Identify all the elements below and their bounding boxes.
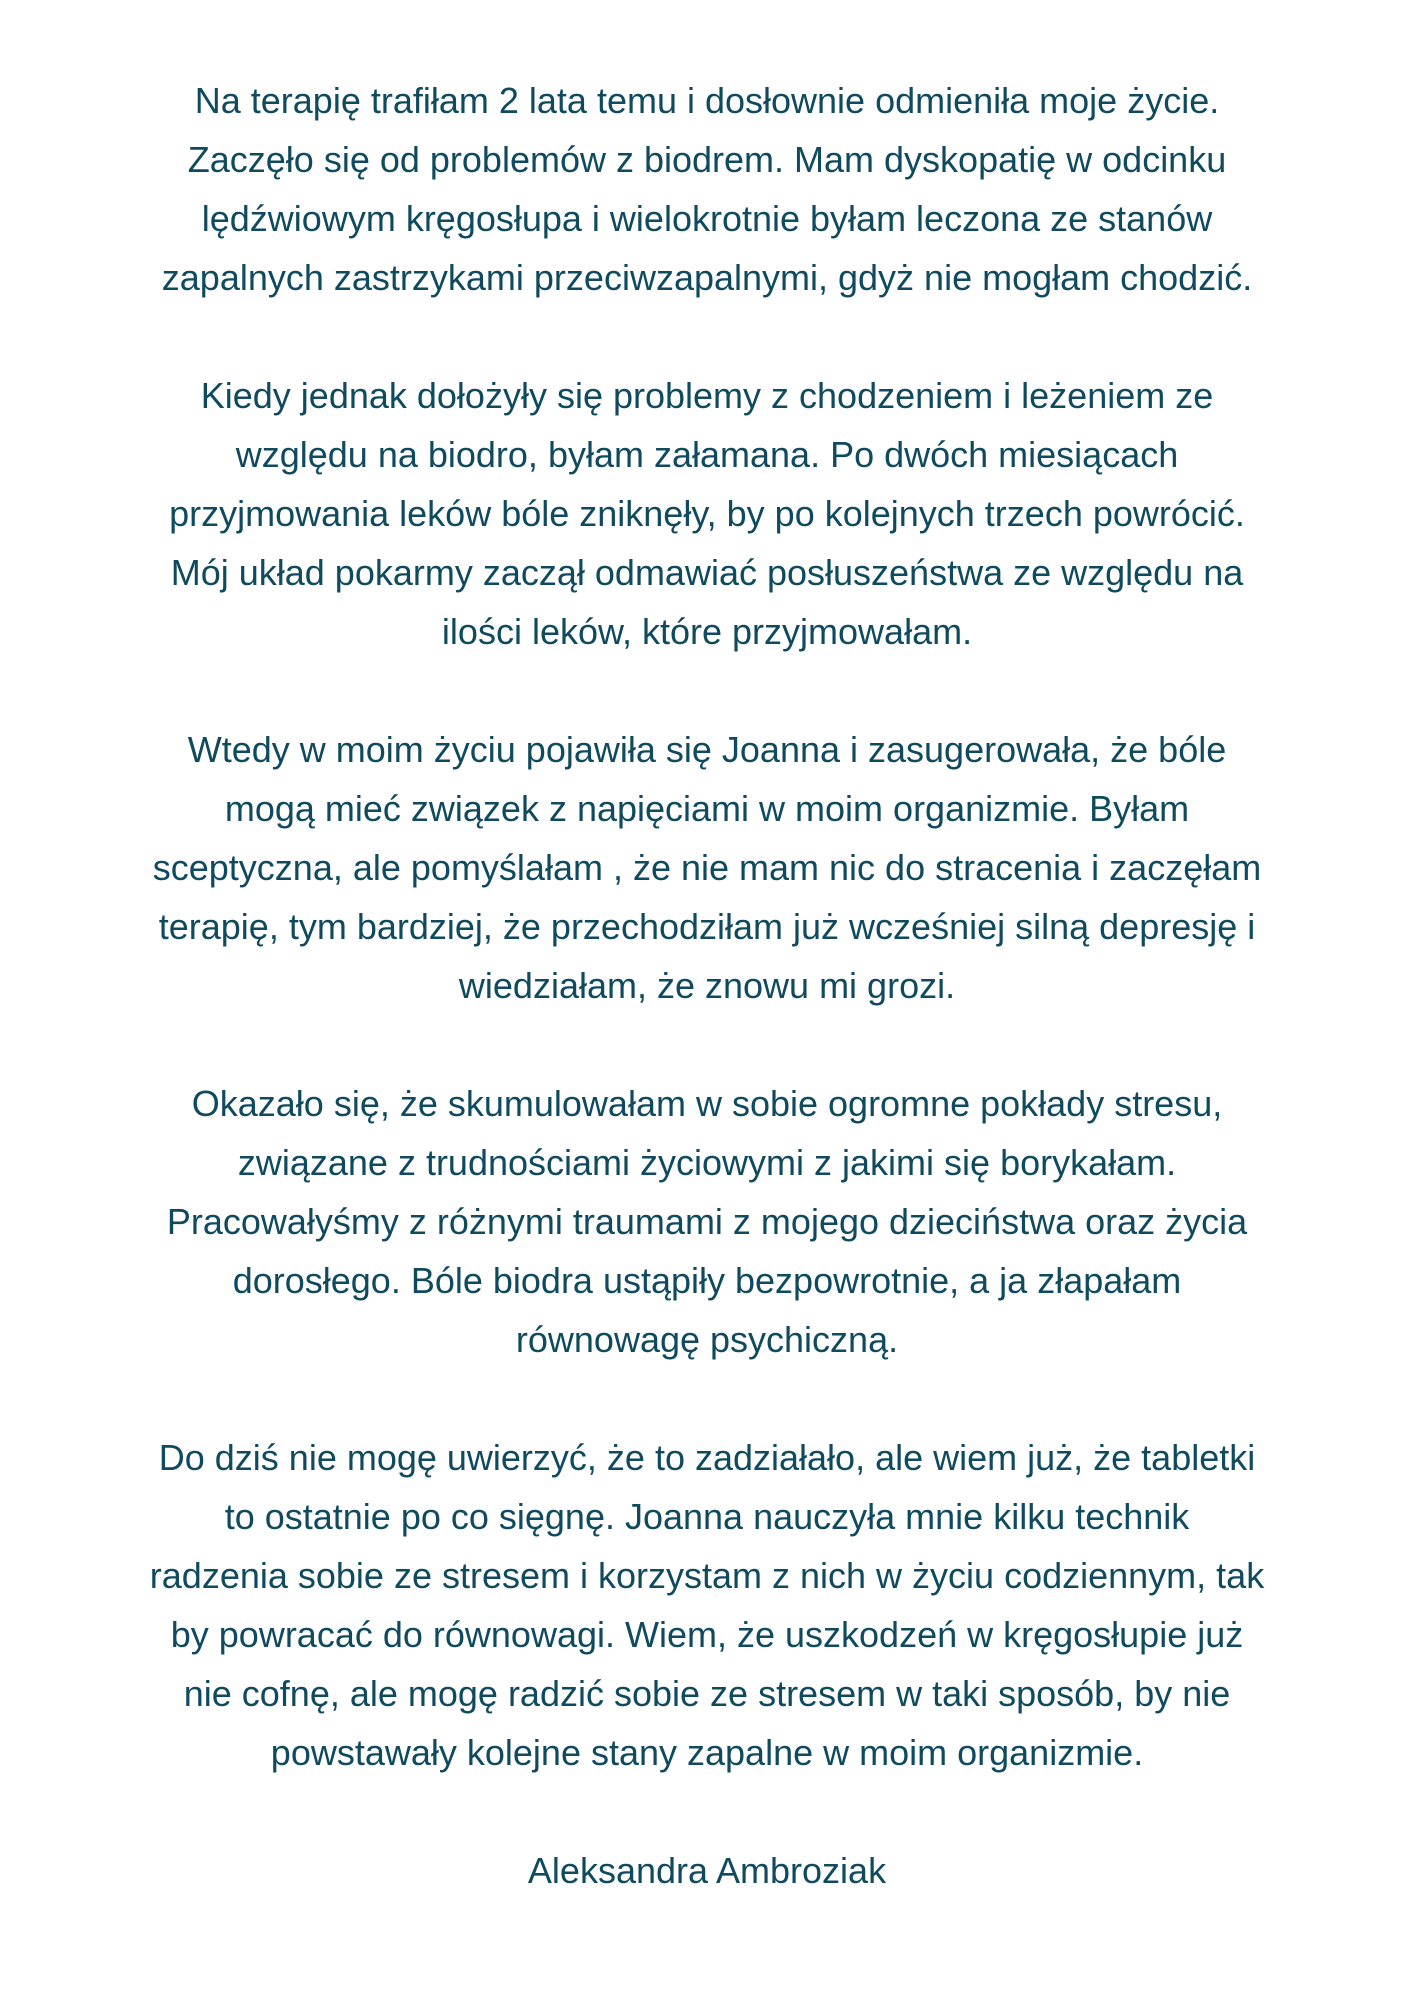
paragraph-line: Kiedy jednak dołożyły się problemy z chodzeniem i leżeniem ze xyxy=(200,375,1214,416)
paragraph-line: Pracowałyśmy z różnymi traumami z mojego dzieciństwa oraz życia xyxy=(166,1201,1248,1242)
testimonial-paragraph xyxy=(0,366,1414,661)
testimonial-paragraph xyxy=(0,1428,1414,1782)
testimonial-paragraph xyxy=(0,1074,1414,1369)
testimonial-body xyxy=(0,71,1414,1782)
paragraph-line: zapalnych zastrzykami przeciwzapalnymi, gdyż nie mogłam chodzić. xyxy=(161,257,1253,298)
paragraph-line: przyjmowania leków bóle zniknęły, by po kolejnych trzech powrócić. xyxy=(169,493,1245,534)
paragraph-line: by powracać do równowagi. Wiem, że uszkodzeń w kręgosłupie już xyxy=(170,1614,1244,1655)
paragraph-line: Zaczęło się od problemów z biodrem. Mam dyskopatię w odcinku xyxy=(187,139,1227,180)
testimonial-paragraph xyxy=(0,71,1414,307)
paragraph-line: wiedziałam, że znowu mi grozi. xyxy=(458,965,956,1006)
paragraph-line: Mój układ pokarmy zaczął odmawiać posłuszeństwa ze względu na xyxy=(170,552,1244,593)
testimonial-paragraph xyxy=(0,720,1414,1015)
paragraph-line: dorosłego. Bóle biodra ustąpiły bezpowrotnie, a ja złapałam xyxy=(232,1260,1182,1301)
paragraph-line: ilości leków, które przyjmowałam. xyxy=(441,611,973,652)
paragraph-line: nie cofnę, ale mogę radzić sobie ze stresem w taki sposób, by nie xyxy=(183,1673,1231,1714)
paragraph-line: związane z trudnościami życiowymi z jakimi się borykałam. xyxy=(237,1142,1177,1183)
paragraph-line: Na terapię trafiłam 2 lata temu i dosłownie odmieniła moje życie. xyxy=(194,80,1220,121)
paragraph-line: sceptyczna, ale pomyślałam , że nie mam nic do stracenia i zaczęłam xyxy=(152,847,1262,888)
paragraph-line: radzenia sobie ze stresem i korzystam z nich w życiu codziennym, tak xyxy=(149,1555,1265,1596)
paragraph-line: to ostatnie po co sięgnę. Joanna nauczyła mnie kilku technik xyxy=(224,1496,1190,1537)
paragraph-line: lędźwiowym kręgosłupa i wielokrotnie byłam leczona ze stanów xyxy=(201,198,1213,239)
paragraph-line: terapię, tym bardziej, że przechodziłam już wcześniej silną depresję i xyxy=(158,906,1256,947)
paragraph-line: Do dziś nie mogę uwierzyć, że to zadziałało, ale wiem już, że tabletki xyxy=(158,1437,1256,1478)
paragraph-line: względu na biodro, byłam załamana. Po dwóch miesiącach xyxy=(235,434,1179,475)
paragraph-line: Wtedy w moim życiu pojawiła się Joanna i zasugerowała, że bóle xyxy=(187,729,1227,770)
author-signature: Aleksandra Ambroziak xyxy=(527,1850,887,1891)
paragraph-line: równowagę psychiczną. xyxy=(515,1319,899,1360)
paragraph-line: powstawały kolejne stany zapalne w moim organizmie. xyxy=(270,1732,1144,1773)
paragraph-line: Okazało się, że skumulowałam w sobie ogromne pokłady stresu, xyxy=(191,1083,1223,1124)
paragraph-line: mogą mieć związek z napięciami w moim organizmie. Byłam xyxy=(224,788,1190,829)
